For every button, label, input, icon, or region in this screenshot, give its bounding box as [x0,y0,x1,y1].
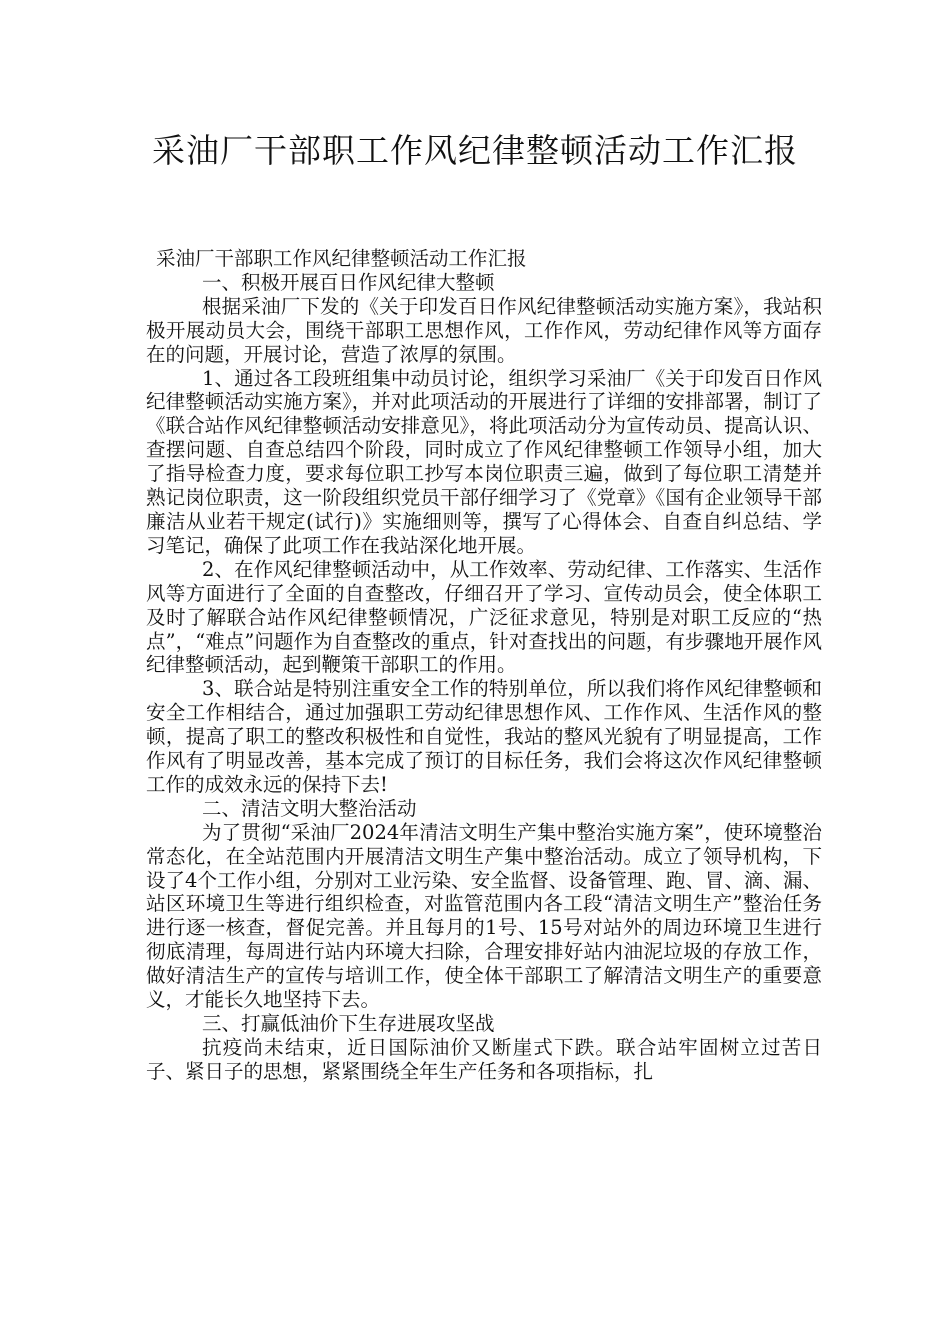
section-heading-3: 三、打赢低油价下生存进展攻坚战 [202,1012,495,1035]
paragraph-heading-repeat: 采油厂干部职工作风纪律整顿活动工作汇报 [156,247,527,270]
paragraph: 2、在作风纪律整顿活动中，从工作效率、劳动纪律、工作落实、生活作风等方面进行了全面的自查整改，仔细召开了学习、宣传动员会，使全体职工及时了解联合站作风纪律整顿情况，广泛征求意见，特别是对职工反应的“热点”，“难点”问题作为自查整改的重点，针对查找出的问题，有步骤地开展作风纪律整顿活动，起到鞭策干部职工的作用。 [146,557,822,677]
paragraph: 为了贯彻“采油厂2024年清洁文明生产集中整治实施方案”，使环境整治常态化，在全站范围内开展清洁文明生产集中整治活动。成立了领导机构，下设了4个工作小组，分别对工业污染、安全监督、设备管理、跑、冒、滴、漏、站区环境卫生等进行组织检查，对监管范围内各工段“清洁文明生产”整治任务进行逐一核查，督促完善。并且每月的1号、15号对站外的周边环境卫生进行彻底清理，每周进行站内环境大扫除，合理安排好站内油泥垃圾的存放工作，做好清洁生产的宣传与培训工作，使全体干部职工了解清洁文明生产的重要意义，才能长久地坚持下去。 [146,820,822,1012]
paragraph: 抗疫尚未结束，近日国际油价又断崖式下跌。联合站牢固树立过苦日子、紧日子的思想，紧紧围绕全年生产任务和各项指标，扎 [146,1035,822,1083]
paragraph: 3、联合站是特别注重安全工作的特别单位，所以我们将作风纪律整顿和安全工作相结合，通过加强职工劳动纪律思想作风、工作作风、生活作风的整顿，提高了职工的整改积极性和自觉性，我站的整风光貌有了明显提高，工作作风有了明显改善，基本完成了预订的目标任务，我们会将这次作风纪律整顿工作的成效永远的保持下去! [146,677,822,796]
document-body [146,247,822,1084]
section-heading-1: 一、积极开展百日作风纪律大整顿 [202,270,495,294]
paragraph: 根据采油厂下发的《关于印发百日作风纪律整顿活动实施方案》，我站积极开展动员大会，围绕干部职工思想作风，工作作风，劳动纪律作风等方面存在的问题，开展讨论，营造了浓厚的氛围。 [146,294,822,366]
paragraph: 1、通过各工段班组集中动员讨论，组织学习采油厂《关于印发百日作风纪律整顿活动实施方案》，并对此项活动的开展进行了详细的安排部署，制订了《联合站作风纪律整顿活动安排意见》，将此项活动分为宣传动员、提高认识、查摆问题、自查总结四个阶段，同时成立了作风纪律整顿工作领导小组，加大了指导检查力度，要求每位职工抄写本岗位职责三遍，做到了每位职工清楚并熟记岗位职责，这一阶段组织党员干部仔细学习了《党章》《国有企业领导干部廉洁从业若干规定(试行)》实施细则等，撰写了心得体会、自查自纠总结、学习笔记，确保了此项工作在我站深化地开展。 [146,366,822,557]
document-title: 采油厂干部职工作风纪律整顿活动工作汇报 [152,131,798,170]
section-heading-2: 二、清洁文明大整治活动 [202,796,417,820]
